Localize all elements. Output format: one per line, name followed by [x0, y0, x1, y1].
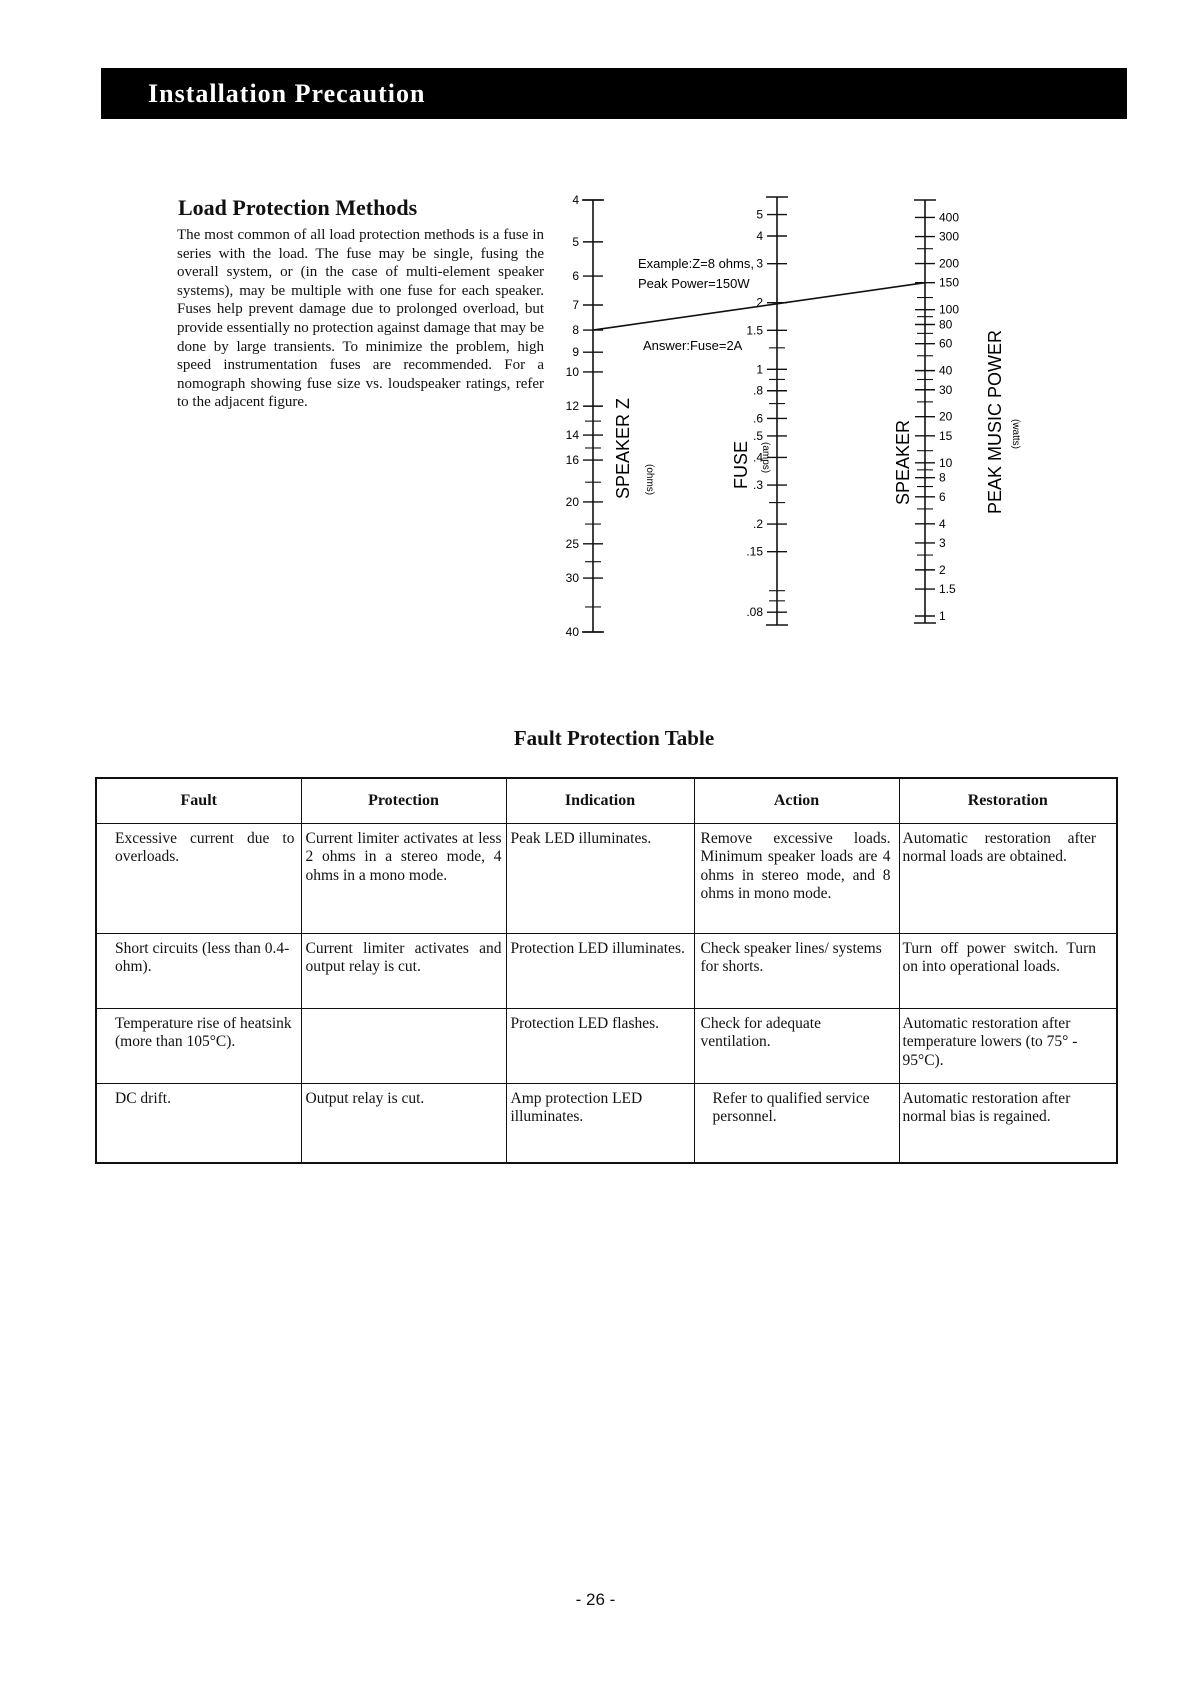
tick-label: 2	[756, 295, 763, 310]
header-protection: Protection	[301, 778, 506, 824]
cell-indication: Protection LED illuminates.	[506, 934, 694, 1009]
tick-label: 8	[939, 470, 946, 485]
tick-label: 80	[939, 317, 953, 332]
tick-label: 3	[939, 535, 946, 550]
speaker-title: SPEAKER	[893, 419, 913, 505]
cell-protection: Current limiter activates and output relay is cut.	[301, 934, 506, 1009]
tick-label: .3	[752, 478, 763, 493]
tick-label: .15	[746, 544, 763, 559]
cell-restoration: Turn off power switch. Turn on into operational loads.	[899, 934, 1117, 1009]
example-label-line2: Peak Power=150W	[638, 276, 750, 291]
tick-label: 1	[756, 362, 763, 377]
tick-label: 8	[572, 323, 579, 338]
cell-indication: Peak LED illuminates.	[506, 824, 694, 934]
tick-label: 3	[756, 256, 763, 271]
tick-label: 7	[572, 297, 579, 312]
speaker-z-title: SPEAKER Z	[613, 397, 633, 499]
tick-label: 6	[572, 269, 579, 284]
tick-label: 1	[939, 608, 946, 623]
table-row	[96, 1084, 1117, 1164]
cell-fault: Excessive current due to overloads.	[96, 824, 301, 934]
tick-label: .08	[746, 605, 763, 620]
tick-label: .2	[752, 517, 763, 532]
cell-restoration: Automatic restoration after normal bias is regained.	[899, 1084, 1117, 1164]
tick-label: .6	[752, 411, 763, 426]
tick-label: 30	[565, 571, 579, 586]
cell-protection: Output relay is cut.	[301, 1084, 506, 1164]
header-indication: Indication	[506, 778, 694, 824]
speaker-z-unit: (ohms)	[644, 464, 655, 496]
cell-indication: Protection LED flashes.	[506, 1009, 694, 1084]
table-row	[96, 934, 1117, 1009]
page-title: Installation Precaution	[148, 78, 426, 108]
tick-label: 14	[565, 428, 579, 443]
table-row	[96, 1009, 1117, 1084]
peak-power-axis	[914, 200, 959, 623]
tick-label: 16	[565, 453, 579, 468]
tick-label: 5	[572, 234, 579, 249]
tick-label: 400	[939, 210, 960, 225]
cell-indication: Amp protection LED illuminates.	[506, 1084, 694, 1164]
tick-label: 12	[565, 399, 579, 414]
tick-label: 4	[572, 193, 579, 207]
table-row	[96, 824, 1117, 934]
peak-power-unit: (watts)	[1010, 419, 1021, 449]
tick-label: 1.5	[939, 582, 956, 597]
tick-label: 10	[939, 455, 953, 470]
tick-label: 150	[939, 275, 960, 290]
cell-fault: Short circuits (less than 0.4-ohm).	[96, 934, 301, 1009]
cell-fault: Temperature rise of heatsink (more than 105°C).	[96, 1009, 301, 1084]
header-action: Action	[694, 778, 899, 824]
tick-label: .4	[752, 450, 763, 465]
example-label-line1: Example:Z=8 ohms,	[638, 256, 754, 271]
tick-label: 200	[939, 256, 960, 271]
cell-restoration: Automatic restoration after temperature lowers (to 75° - 95°C).	[899, 1009, 1117, 1084]
header-restoration: Restoration	[899, 778, 1117, 824]
section-title: Load Protection Methods	[178, 195, 418, 220]
tick-label: 5	[756, 207, 763, 222]
cell-restoration: Automatic restoration after normal loads are obtained.	[899, 824, 1117, 934]
tick-label: 4	[939, 516, 946, 531]
speaker-z-axis	[566, 182, 604, 639]
answer-label: Answer:Fuse=2A	[643, 338, 743, 353]
load-protection-text: The most common of all load protection methods is a fuse in series with the load. The fuse may be single, fusing the overall system, or (in the case of multi-element speaker systems), may be multiple with one fuse for each speaker. Fuses help prevent damage due to prolonged overload, but provide essentially no protection against damage that may be done by large transients. To minimize the problem, high speed instrumentation fuses are recommended. For a nomograph showing fuse size vs. loudspeaker ratings, refer to the adjacent figure.	[177, 227, 544, 411]
cell-action: Check speaker lines/ systems for shorts.	[694, 934, 899, 1009]
tick-label: 300	[939, 229, 960, 244]
table-header-row	[96, 778, 1117, 824]
tick-label: 60	[939, 336, 953, 351]
tick-label: 10	[565, 364, 579, 379]
tick-label: 6	[939, 489, 946, 504]
cell-action: Remove excessive loads. Minimum speaker loads are 4 ohms in stereo mode, and 8 ohms in mono mode.	[694, 824, 899, 934]
table-title: Fault Protection Table	[513, 726, 715, 750]
tick-label: 20	[939, 409, 953, 424]
tick-label: 2	[939, 562, 946, 577]
header-bar	[101, 68, 1127, 119]
fuse-title: FUSE	[731, 440, 751, 489]
cell-protection: Current limiter activates at less 2 ohms in a stereo mode, 4 ohms in a mono mode.	[301, 824, 506, 934]
tick-label: 4	[756, 228, 763, 243]
cell-protection	[301, 1009, 506, 1084]
cell-action: Refer to qualified service personnel.	[694, 1084, 899, 1164]
tick-label: 20	[565, 494, 579, 509]
tick-label: 1.5	[746, 323, 763, 338]
tick-label: 9	[572, 345, 579, 360]
tick-label: 25	[565, 536, 579, 551]
peak-music-power-title: PEAK MUSIC POWER	[985, 329, 1005, 514]
fuse-unit: (amps)	[760, 442, 771, 474]
cell-action: Check for adequate ventilation.	[694, 1009, 899, 1084]
tick-label: 40	[939, 363, 953, 378]
tick-label: 30	[939, 382, 953, 397]
header-fault: Fault	[96, 778, 301, 824]
page-number: - 26 -	[575, 1590, 616, 1609]
tick-label: .5	[752, 428, 763, 443]
fuse-nomograph	[545, 182, 1045, 652]
fault-protection-table	[95, 777, 1118, 1164]
cell-fault: DC drift.	[96, 1084, 301, 1164]
tick-label: .8	[752, 383, 763, 398]
tick-label: 40	[565, 625, 579, 639]
tick-label: 100	[939, 302, 960, 317]
tick-label: 15	[939, 428, 953, 443]
